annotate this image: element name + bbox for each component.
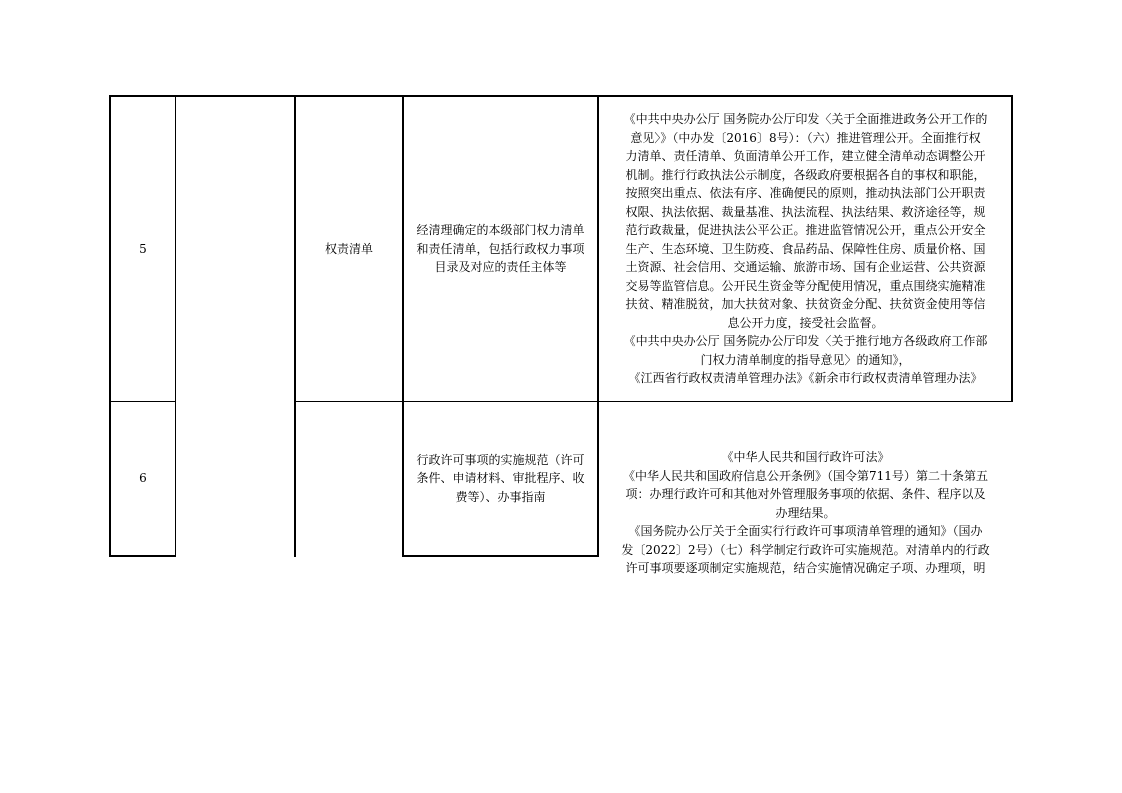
basis-cell xyxy=(600,402,1011,575)
category-label: 权责清单 xyxy=(324,241,373,256)
col-divider xyxy=(597,95,599,557)
basis-text: 《中华人民共和国政府信息公开条例》（国令第711号）第二十条第五 项：办理行政许可和其他对外管理服务事项的依据、条件、程序以及 办理结果。 xyxy=(623,468,988,520)
category-cell xyxy=(296,97,402,401)
content-text: 行政许可事项的实施规范（许可 条件、申请材料、审批程序、收 费等）、办事指南 xyxy=(416,452,585,504)
basis-text: 《中华人民共和国行政许可法》 xyxy=(721,450,890,464)
row-number: 6 xyxy=(139,471,147,486)
content-cell xyxy=(404,402,597,555)
col-divider xyxy=(175,95,176,557)
table-border-bottom xyxy=(403,555,598,557)
content-text: 经清理确定的本级部门权力清单 和责任清单，包括行政权力事项 目录及对应的责任主体等 xyxy=(416,223,585,275)
col-divider xyxy=(1011,95,1013,402)
category-cell xyxy=(296,402,402,555)
row-number-cell xyxy=(111,97,175,401)
basis-cell xyxy=(600,97,1011,401)
basis-text: 《国务院办公厅关于全面实行行政许可事项清单管理的通知》（国办 发〔2022〕2号）（七）科学制定行政许可实施规范。对清单内的行政 许可事项要逐项制定实施规范，结合实施情况确定子项、办理项，明 xyxy=(621,524,990,575)
row-number-cell xyxy=(111,402,175,555)
basis-text: 《江西省行政权责清单管理办法》《新余市行政权责清单管理办法》 xyxy=(628,371,983,386)
table-border-bottom xyxy=(109,555,175,557)
row-number: 5 xyxy=(139,241,147,256)
basis-text: 《中共中央办公厅 国务院办公厅印发〈关于推行地方各级政府工作部 门权力清单制度的指导意见〉的通知》， xyxy=(623,334,988,367)
basis-text: 《中共中央办公厅 国务院办公厅印发〈关于全面推进政务公开工作的 意见〉》（中办发〔2016〕8号）：（六）推进管理公开。全面推行权 力清单、责任清单、负面清单公开工作，建立健全清单动态调整公开 机制。推行行政执法公示制度，各级政府要根据各自的事权和职能， 按照突出重点、依法有序、准确便民的原则，推动执法部门公开职责 权限、执法依据、裁量基准、执法流程、执法结果、救济途径等，规 范行政裁量，促进执法公平公正。推进监管情况公开，重点公开安全 生产、生态环境、卫生防疫、食品药品、保障性住房、质量价格、国 土资源、社会信用、交通运输、旅游市场、国有企业运营、公共资源 交易等监管信息。公开民生资金等分配使用情况，重点围绕实施精准 扶贫、精准脱贫，加大扶贫对象、扶贫资金分配、扶贫资金使用等信 息公开力度，接受社会监督。 xyxy=(623,112,988,330)
content-cell xyxy=(404,97,597,401)
